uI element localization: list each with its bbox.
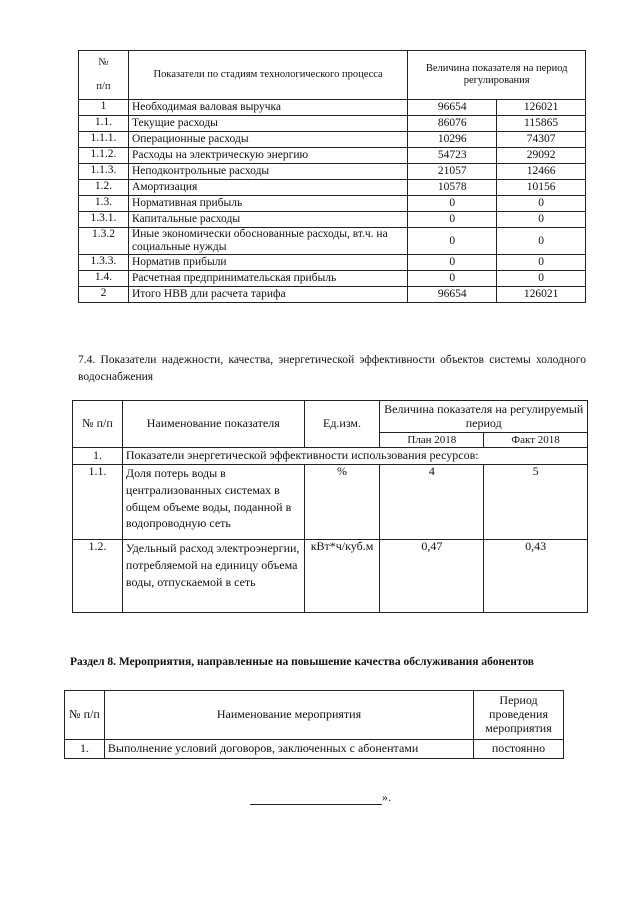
table-header-row bbox=[65, 691, 564, 740]
table-group-row bbox=[73, 448, 588, 465]
row-num: 1.2. bbox=[79, 180, 129, 196]
row-value-2: 0 bbox=[497, 196, 586, 212]
row-num: 1. bbox=[65, 740, 105, 759]
row-name: Неподконтрольные расходы bbox=[128, 164, 407, 180]
table-row bbox=[65, 740, 564, 759]
table-row bbox=[79, 228, 586, 255]
row-name: Операционные расходы bbox=[128, 132, 407, 148]
row-fact: 5 bbox=[484, 465, 588, 540]
row-value-1: 21057 bbox=[408, 164, 497, 180]
row-name: Расходы на электрическую энергию bbox=[128, 148, 407, 164]
header-num: № п/п bbox=[65, 691, 105, 740]
row-value-2: 12466 bbox=[497, 164, 586, 180]
row-value-1: 86076 bbox=[408, 116, 497, 132]
service-measures-table bbox=[64, 690, 564, 759]
row-value-1: 10578 bbox=[408, 180, 497, 196]
row-name: Амортизация bbox=[128, 180, 407, 196]
table-row bbox=[79, 148, 586, 164]
header-num: № п/п bbox=[79, 51, 129, 100]
row-num: 1.1.1. bbox=[79, 132, 129, 148]
row-name: Иные экономически обоснованные расходы, вт.ч. на социальные нужды bbox=[128, 228, 407, 255]
row-num: 1.1.3. bbox=[79, 164, 129, 180]
table-row bbox=[79, 287, 586, 303]
row-name: Выполнение условий договоров, заключенных с абонентами bbox=[104, 740, 473, 759]
row-value-2: 0 bbox=[497, 228, 586, 255]
table-row bbox=[79, 180, 586, 196]
row-unit: кВт*ч/куб.м bbox=[304, 540, 380, 613]
header-num: № п/п bbox=[73, 401, 123, 448]
row-plan: 4 bbox=[380, 465, 484, 540]
closing-quote: ». bbox=[382, 790, 391, 804]
row-value-1: 96654 bbox=[408, 287, 497, 303]
row-value-1: 10296 bbox=[408, 132, 497, 148]
table-row bbox=[79, 132, 586, 148]
row-period: постоянно bbox=[474, 740, 564, 759]
row-name: Текущие расходы bbox=[128, 116, 407, 132]
row-value-2: 115865 bbox=[497, 116, 586, 132]
table-row bbox=[79, 100, 586, 116]
header-plan: План 2018 bbox=[380, 433, 484, 448]
header-fact: Факт 2018 bbox=[484, 433, 588, 448]
row-name: Нормативная прибыль bbox=[128, 196, 407, 212]
row-value-1: 0 bbox=[408, 271, 497, 287]
row-value-1: 0 bbox=[408, 228, 497, 255]
header-period: Период проведения мероприятия bbox=[474, 691, 564, 740]
row-num: 1.3.2 bbox=[79, 228, 129, 255]
row-name: Расчетная предпринимательская прибыль bbox=[128, 271, 407, 287]
row-value-1: 0 bbox=[408, 196, 497, 212]
signature-underline bbox=[250, 792, 382, 805]
row-value-2: 126021 bbox=[497, 287, 586, 303]
row-value-2: 29092 bbox=[497, 148, 586, 164]
row-value-2: 0 bbox=[497, 271, 586, 287]
table-header-row bbox=[73, 401, 588, 433]
closing-line bbox=[250, 790, 391, 805]
row-num: 1.3.3. bbox=[79, 255, 129, 271]
header-name: Наименование мероприятия bbox=[104, 691, 473, 740]
table-header-row bbox=[79, 51, 586, 100]
row-value-1: 0 bbox=[408, 212, 497, 228]
table-row bbox=[79, 271, 586, 287]
row-name: Удельный расход электроэнергии, потребляемой на единицу объема воды, отпускаемой в сеть bbox=[122, 540, 304, 613]
row-value-1: 0 bbox=[408, 255, 497, 271]
financial-indicators-body bbox=[79, 51, 586, 303]
row-value-2: 74307 bbox=[497, 132, 586, 148]
row-value-1: 54723 bbox=[408, 148, 497, 164]
row-plan: 0,47 bbox=[380, 540, 484, 613]
row-num: 1.1. bbox=[79, 116, 129, 132]
row-value-2: 10156 bbox=[497, 180, 586, 196]
table-row bbox=[73, 540, 588, 613]
header-name: Наименование показателя bbox=[122, 401, 304, 448]
table-row bbox=[79, 212, 586, 228]
header-value: Величина показателя на регулируемый период bbox=[380, 401, 588, 433]
table-row bbox=[79, 164, 586, 180]
row-num: 1.1.2. bbox=[79, 148, 129, 164]
row-num: 1.4. bbox=[79, 271, 129, 287]
row-value-2: 0 bbox=[497, 255, 586, 271]
row-num: 1 bbox=[79, 100, 129, 116]
row-value-2: 0 bbox=[497, 212, 586, 228]
row-name: Норматив прибыли bbox=[128, 255, 407, 271]
table-row bbox=[73, 465, 588, 540]
header-indicator: Показатели по стадиям технологического процесса bbox=[128, 51, 407, 100]
section-8-title: Раздел 8. Мероприятия, направленные на повышение качества обслуживания абонентов bbox=[70, 656, 535, 668]
row-num: 2 bbox=[79, 287, 129, 303]
header-unit: Ед.изм. bbox=[304, 401, 380, 448]
row-unit: % bbox=[304, 465, 380, 540]
table-row bbox=[79, 116, 586, 132]
row-num: 1.3.1. bbox=[79, 212, 129, 228]
row-num: 1.1. bbox=[73, 465, 123, 540]
group-num: 1. bbox=[73, 448, 123, 465]
row-num: 1.2. bbox=[73, 540, 123, 613]
row-value-1: 96654 bbox=[408, 100, 497, 116]
table-row bbox=[79, 255, 586, 271]
financial-indicators-table bbox=[78, 50, 586, 303]
row-name: Итого НВВ дли расчета тарифа bbox=[128, 287, 407, 303]
row-num: 1.3. bbox=[79, 196, 129, 212]
header-value: Величина показателя на период регулирования bbox=[408, 51, 586, 100]
row-fact: 0,43 bbox=[484, 540, 588, 613]
row-name: Необходимая валовая выручка bbox=[128, 100, 407, 116]
reliability-indicators-table bbox=[72, 400, 588, 613]
row-name: Капитальные расходы bbox=[128, 212, 407, 228]
row-name: Доля потерь воды в централизованных системах в общем объеме воды, поданной в водопроводную сеть bbox=[122, 465, 304, 540]
section-7-4-title: 7.4. Показатели надежности, качества, энергетической эффективности объектов системы холодного водоснабжения bbox=[78, 354, 586, 384]
row-value-2: 126021 bbox=[497, 100, 586, 116]
table-row bbox=[79, 196, 586, 212]
group-name: Показатели энергетической эффективности использования ресурсов: bbox=[122, 448, 587, 465]
